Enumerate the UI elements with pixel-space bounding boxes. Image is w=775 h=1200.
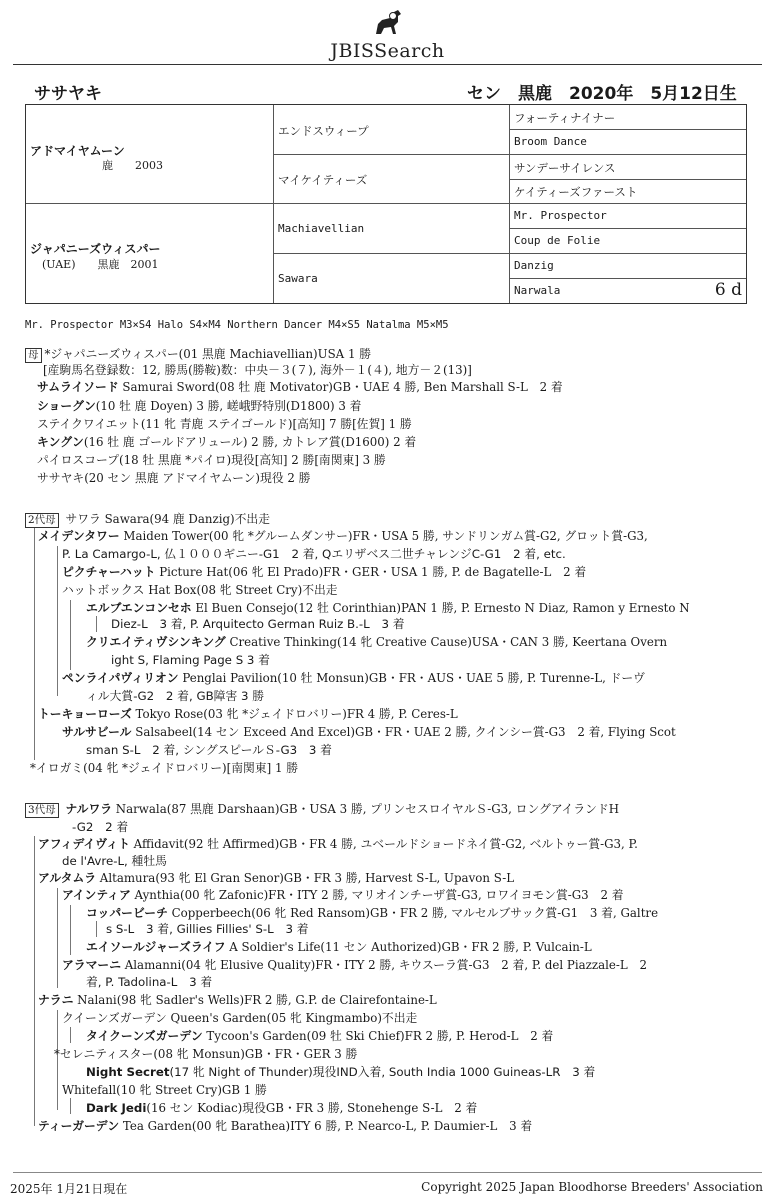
tree-line [70, 600, 71, 670]
g3-name: Coup de Folie [514, 234, 601, 247]
horse-name: ササヤキ [34, 84, 102, 104]
list-item [62, 724, 676, 740]
entry-name: タイクーンズガーデン [86, 1029, 203, 1043]
footer-date: 2025年 1月21日現在 [10, 1182, 128, 1196]
entry-text: 着, P. Tadolina-L 3 着 [86, 975, 213, 989]
entry-text: [産駒馬名登録数：12, 勝馬(勝鞍)数：中央－３(７), 海外－１(４), 地方－２(13)] [43, 363, 472, 377]
entry-text: Aynthia(00 牝 Zafonic)FR・ITY 2 勝, マリオインチーザ賞-G3, ロワイヨモン賞-G3 2 着 [134, 888, 624, 902]
g3-cell [510, 204, 746, 229]
list-item [111, 616, 405, 632]
list-item [37, 452, 386, 468]
dd-cell [274, 254, 510, 303]
list-item [86, 634, 667, 650]
list-item [86, 600, 690, 616]
tree-line [70, 1027, 71, 1043]
g3-name: ケイティーズファースト [514, 185, 638, 199]
list-item [62, 564, 586, 580]
list-item [72, 819, 128, 835]
g3-name: Broom Dance [514, 135, 587, 148]
list-item [37, 379, 563, 395]
entry-text: *ジャパニーズウィスパー(01 黒鹿 Machiavellian)USA 1 勝 [44, 347, 372, 361]
entry-text: ササヤキ(20 セン 黒鹿 アドマイヤムーン)現役 2 勝 [37, 471, 311, 485]
ds-cell [274, 204, 510, 254]
entry-name: アインティア [62, 888, 131, 902]
list-item [86, 742, 332, 758]
entry-text: ステイクワイエット(11 牝 青鹿 ステイゴールド)[高知] 7 勝[佐賀] 1 勝 [37, 417, 412, 431]
g3-name: フォーティナイナー [514, 111, 616, 125]
entry-text: Maiden Tower(00 牝 *グルームダンサー)FR・USA 5 勝, サンドリンガム賞-G2, グロット賞-G3, [123, 529, 648, 543]
ss-name: エンドスウィープ [278, 124, 369, 138]
tree-line [57, 888, 58, 988]
entry-text: Tycoon's Garden(09 牡 Ski Chief)FR 2 勝, P. Herod-L 2 着 [206, 1029, 554, 1043]
ss-cell [274, 105, 510, 155]
entry-name: Dark Jedi [86, 1101, 147, 1115]
g3-name: Mr. Prospector [514, 209, 607, 222]
entry-name: サルサビール [62, 725, 132, 739]
list-item [86, 974, 212, 990]
g3-cell [510, 105, 746, 130]
entry-text: P. La Camargo-L, 仏１０００ギニー-G1 2 着, Qエリザベス二世チャレンジC-G1 2 着, etc. [62, 547, 566, 561]
list-item [62, 582, 338, 598]
entry-text: ハットボックス Hat Box(08 牝 Street Cry)不出走 [62, 583, 338, 597]
entry-text: Copperbeech(06 牝 Red Ransom)GB・FR 2 勝, マルセルブサック賞-G1 3 着, Galtre [171, 906, 659, 920]
tree-line [70, 1098, 71, 1114]
dam-name: ジャパニーズウィスパー [30, 242, 161, 256]
dam-sub: (UAE) 黒鹿 2001 [42, 258, 159, 271]
list-item [38, 870, 514, 886]
entry-text: ight S, Flaming Page S 3 着 [111, 653, 270, 667]
entry-text: サワラ Sawara(94 鹿 Danzig)不出走 [65, 512, 271, 526]
list-item [86, 688, 264, 704]
dd-name: Sawara [278, 272, 318, 285]
ds-name: Machiavellian [278, 222, 365, 235]
entry-name: キングン [37, 435, 84, 449]
pedigree-table [25, 104, 747, 304]
entry-name: アルタムラ [38, 871, 97, 885]
entry-name: クリエイティヴシンキング [86, 635, 226, 649]
entry-text: Affidavit(92 牡 Affirmed)GB・FR 4 勝, ユベールドショードネイ賞-G2, ベルトゥー賞-G3, P. [133, 837, 638, 851]
sd-name: マイケイティーズ [278, 173, 368, 187]
list-item [37, 470, 310, 486]
entry-text: クイーンズガーデン Queen's Garden(05 牝 Kingmambo)不出走 [62, 1011, 418, 1025]
list-item [25, 346, 371, 363]
entry-name: ナラニ [38, 993, 74, 1007]
entry-text: (16 セン Kodiac)現役GB・FR 3 勝, Stonehenge S-L 2 着 [146, 1101, 478, 1115]
entry-text: de l'Avre-L, 種牡馬 [62, 854, 167, 868]
entry-name: ペンライパヴィリオン [62, 671, 179, 685]
entry-text: -G2 2 着 [72, 820, 129, 834]
entry-text: Tokyo Rose(03 牝 *ジェイドロバリー)FR 4 勝, P. Ceres-L [135, 707, 458, 721]
entry-text: Nalani(98 牝 Sadler's Wells)FR 2 勝, G.P. de Clairefontaine-L [77, 993, 437, 1007]
sire-sub: 鹿 2003 [102, 159, 163, 172]
list-item [86, 1100, 477, 1116]
list-item [30, 760, 298, 776]
entry-text: Whitefall(10 牝 Street Cry)GB 1 勝 [62, 1083, 267, 1097]
horse-info: セン 黒鹿 2020年 5月12日生 [467, 84, 737, 104]
g3-cell [510, 254, 746, 279]
entry-name: メイデンタワー [38, 529, 120, 543]
footer-divider [13, 1172, 762, 1173]
entry-text: (16 牡 鹿 ゴールドアリュール) 2 勝, カトレア賞(D1600) 2 着 [83, 435, 417, 449]
list-item [25, 511, 270, 528]
list-item [25, 801, 619, 818]
entry-name: トーキョーローズ [38, 707, 132, 721]
entry-text: Picture Hat(06 牝 El Prado)FR・GER・USA 1 勝, P. de Bagatelle-L 2 着 [159, 565, 587, 579]
list-item [62, 670, 645, 686]
list-item [37, 398, 361, 414]
entry-text: ィル大賞-G2 2 着, GB障害 3 勝 [86, 689, 265, 703]
entry-name: ナルワラ [65, 802, 113, 816]
jbis-logo [0, 8, 775, 62]
entry-text: El Buen Consejo(12 牡 Corinthian)PAN 1 勝, P. Ernesto N Diaz, Ramon y Ernesto N [195, 601, 690, 615]
entry-name: アラマーニ [62, 958, 121, 972]
tree-line [96, 921, 97, 937]
entry-name: サムライソード [37, 380, 119, 394]
g3-name: Danzig [514, 259, 554, 272]
entry-text: パイロスコープ(18 牡 黒鹿 *パイロ)現役[高知] 2 勝[南関東] 3 勝 [37, 453, 386, 467]
list-item [86, 939, 592, 955]
entry-text: *イロガミ(04 牝 *ジェイドロバリー)[南関東] 1 勝 [30, 761, 299, 775]
g3-cell [510, 155, 746, 180]
horse-logo-icon [368, 8, 408, 36]
list-item [86, 1028, 553, 1044]
inbreeding-line: Mr. Prospector M3×S4 Halo S4×M4 Northern Dancer M4×S5 Natalma M5×M5 [25, 319, 449, 331]
entry-name: エルブエンコンセホ [86, 601, 192, 615]
dam-tag: 母 [25, 348, 42, 363]
entry-name: エイソールジャーズライフ [86, 940, 226, 954]
g3-cell [510, 229, 746, 254]
entry-name: Night Secret [86, 1065, 170, 1079]
g2-tag: 2代母 [25, 513, 59, 528]
entry-name: ピクチャーハット [62, 565, 156, 579]
entry-text: s S-L 3 着, Gillies Fillies' S-L 3 着 [106, 922, 309, 936]
entry-text: Diez-L 3 着, P. Arquitecto German Ruiz B.-L 3 着 [111, 617, 405, 631]
list-item [62, 1082, 267, 1098]
entry-name: ティーガーデン [38, 1119, 120, 1133]
g3-name: サンデーサイレンス [514, 161, 616, 175]
sire-name: アドマイヤムーン [30, 144, 125, 158]
sd-cell [274, 155, 510, 204]
entry-name: ショーグン [37, 399, 96, 413]
entry-text: Narwala(87 黒鹿 Darshaan)GB・USA 3 勝, プリンセスロイヤルＳ-G3, ロングアイランドH [115, 802, 620, 816]
list-item [62, 887, 624, 903]
header-divider [13, 64, 762, 65]
entry-name: コッパービーチ [86, 906, 168, 920]
tree-line [34, 836, 35, 1126]
list-item [43, 362, 472, 378]
list-item [38, 528, 648, 544]
entry-text: sman S-L 2 着, シングスピールＳ-G3 3 着 [86, 743, 332, 757]
list-item [62, 1010, 417, 1026]
entry-text: Altamura(93 牝 El Gran Senor)GB・FR 3 勝, Harvest S-L, Upavon S-L [99, 871, 515, 885]
list-item [37, 416, 412, 432]
entry-text: Samurai Sword(08 牡 鹿 Motivator)GB・UAE 4 勝, Ben Marshall S-L 2 着 [122, 380, 563, 394]
g3-cell [510, 180, 746, 204]
entry-text: Penglai Pavilion(10 牡 Monsun)GB・FR・AUS・UAE 5 勝, P. Turenne-L, ドーヴ [182, 671, 645, 685]
list-item [37, 434, 416, 450]
list-item [54, 1046, 357, 1062]
list-item [38, 706, 458, 722]
list-item [86, 905, 658, 921]
g3-tag: 3代母 [25, 803, 59, 818]
tree-line [96, 616, 97, 632]
dam-cell [26, 204, 274, 303]
g3-cell [510, 130, 746, 155]
entry-name: アフィデイヴィト [38, 837, 130, 851]
tree-line [70, 905, 71, 955]
list-item [38, 836, 638, 852]
g3-name: Narwala [514, 284, 561, 297]
list-item [62, 546, 566, 562]
g3-cell [510, 279, 746, 303]
list-item [62, 957, 647, 973]
list-item [62, 853, 167, 869]
family-number: 6 d [714, 280, 742, 300]
entry-text: Tea Garden(00 牝 Barathea)ITY 6 勝, P. Nearco-L, P. Daumier-L 3 着 [122, 1119, 533, 1133]
entry-text: *セレニティスター(08 牝 Monsun)GB・FR・GER 3 勝 [54, 1047, 358, 1061]
entry-text: Salsabeel(14 セン Exceed And Excel)GB・FR・UAE 2 勝, クインシー賞-G3 2 着, Flying Scot [135, 725, 676, 739]
entry-text: Creative Thinking(14 牝 Creative Cause)USA・CAN 3 勝, Keertana Overn [229, 635, 668, 649]
list-item [111, 652, 270, 668]
logo-text: JBISSearch [330, 40, 445, 62]
tree-line [57, 546, 58, 696]
list-item [38, 992, 437, 1008]
entry-text: (10 牡 鹿 Doyen) 3 勝, 嵯峨野特別(D1800) 3 着 [95, 399, 362, 413]
sire-cell [26, 105, 274, 204]
entry-text: (17 牝 Night of Thunder)現役IND入着, South India 1000 Guineas-LR 3 着 [169, 1065, 596, 1079]
list-item [38, 1118, 532, 1134]
list-item [106, 921, 309, 937]
entry-text: A Soldier's Life(11 セン Authorized)GB・FR 2 勝, P. Vulcain-L [229, 940, 592, 954]
entry-text: Alamanni(04 牝 Elusive Quality)FR・ITY 2 勝, キウスーラ賞-G3 2 着, P. del Piazzale-L 2 [124, 958, 648, 972]
tree-line [34, 528, 35, 760]
footer-copyright: Copyright 2025 Japan Bloodhorse Breeders' Association [421, 1180, 763, 1194]
list-item [86, 1064, 595, 1080]
